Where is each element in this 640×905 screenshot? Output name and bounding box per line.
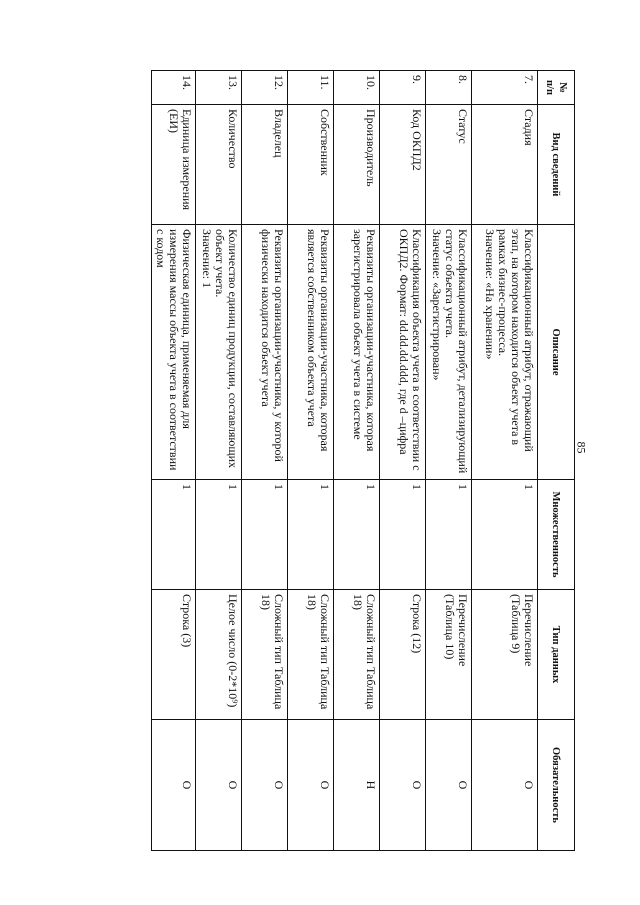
row-required: О	[472, 720, 538, 851]
table-row	[242, 71, 288, 851]
table-row	[380, 71, 426, 851]
row-multiplicity: 1	[288, 480, 334, 590]
header-required: Обязательность	[538, 720, 575, 851]
row-type: Собственник	[288, 105, 334, 225]
row-multiplicity: 1	[426, 480, 472, 590]
row-type: Стадия	[472, 105, 538, 225]
row-type: Код ОКПД2	[380, 105, 426, 225]
row-data-type: Строка (3)	[152, 590, 196, 720]
row-multiplicity: 1	[380, 480, 426, 590]
row-description: Классификационный атрибут, отражающий этап, на котором находится объект учета в рамках бизнес-процесса. Значение: «На хранении»	[472, 225, 538, 480]
row-required: О	[426, 720, 472, 851]
header-type: Вид сведений	[538, 105, 575, 225]
row-multiplicity: 1	[472, 480, 538, 590]
row-description: Реквизиты организации-участника, которая зарегистрировала объект учета в системе	[334, 225, 380, 480]
row-num: 14.	[152, 71, 196, 105]
row-type: Статус	[426, 105, 472, 225]
table-row	[472, 71, 538, 851]
row-description: Количество единиц продукции, составляющих объект учета. Значение: 1	[196, 225, 242, 480]
row-num: 13.	[196, 71, 242, 105]
row-multiplicity: 1	[152, 480, 196, 590]
row-data-type: Целое число (0-2*10⁹)	[196, 590, 242, 720]
header-data-type: Тип данных	[538, 590, 575, 720]
row-num: 12.	[242, 71, 288, 105]
rotated-table-container	[75, 70, 575, 850]
row-multiplicity: 1	[242, 480, 288, 590]
header-description: Описание	[538, 225, 575, 480]
row-description: Классификационный атрибут, детализирующий статус объекта учета. Значение: «Зарегистрирован»	[426, 225, 472, 480]
row-description: Реквизиты организации-участника, у которой физически находится объект учета	[242, 225, 288, 480]
row-required: Н	[334, 720, 380, 851]
row-data-type: Строка (12)	[380, 590, 426, 720]
table-row	[426, 71, 472, 851]
header-num: № п/п	[538, 71, 575, 105]
row-description: Классификация объекта учета в соответствии с ОКПД2. Формат: dd.dd.dd.ddd, где d –цифра	[380, 225, 426, 480]
row-num: 8.	[426, 71, 472, 105]
table-row	[334, 71, 380, 851]
row-data-type: Сложный тип Таблица 18)	[288, 590, 334, 720]
table-row	[152, 71, 196, 851]
row-required: О	[380, 720, 426, 851]
row-required: О	[152, 720, 196, 851]
row-data-type: Перечисление (Таблица 10)	[426, 590, 472, 720]
table-row	[288, 71, 334, 851]
row-multiplicity: 1	[196, 480, 242, 590]
table-header-row	[538, 71, 575, 851]
table-row	[196, 71, 242, 851]
row-description: Реквизиты организации-участника, которая является собственником объекта учета	[288, 225, 334, 480]
row-data-type: Перечисление (Таблица 9)	[472, 590, 538, 720]
row-multiplicity: 1	[334, 480, 380, 590]
row-num: 10.	[334, 71, 380, 105]
row-type: Единица измерения (ЕИ)	[152, 105, 196, 225]
row-num: 7.	[472, 71, 538, 105]
attributes-table	[151, 70, 575, 851]
page-number: 85	[574, 441, 589, 454]
row-required: О	[196, 720, 242, 851]
row-description: Физическая единица, применяемая для измерения массы объекта учета в соответствии с кодом	[152, 225, 196, 480]
header-multiplicity: Множественность	[538, 480, 575, 590]
row-type: Владелец	[242, 105, 288, 225]
row-data-type: Сложный тип Таблица 18)	[334, 590, 380, 720]
row-num: 9.	[380, 71, 426, 105]
row-type: Количество	[196, 105, 242, 225]
row-data-type: Сложный тип Таблица 18)	[242, 590, 288, 720]
row-required: О	[288, 720, 334, 851]
row-required: О	[242, 720, 288, 851]
row-type: Производитель	[334, 105, 380, 225]
row-num: 11.	[288, 71, 334, 105]
